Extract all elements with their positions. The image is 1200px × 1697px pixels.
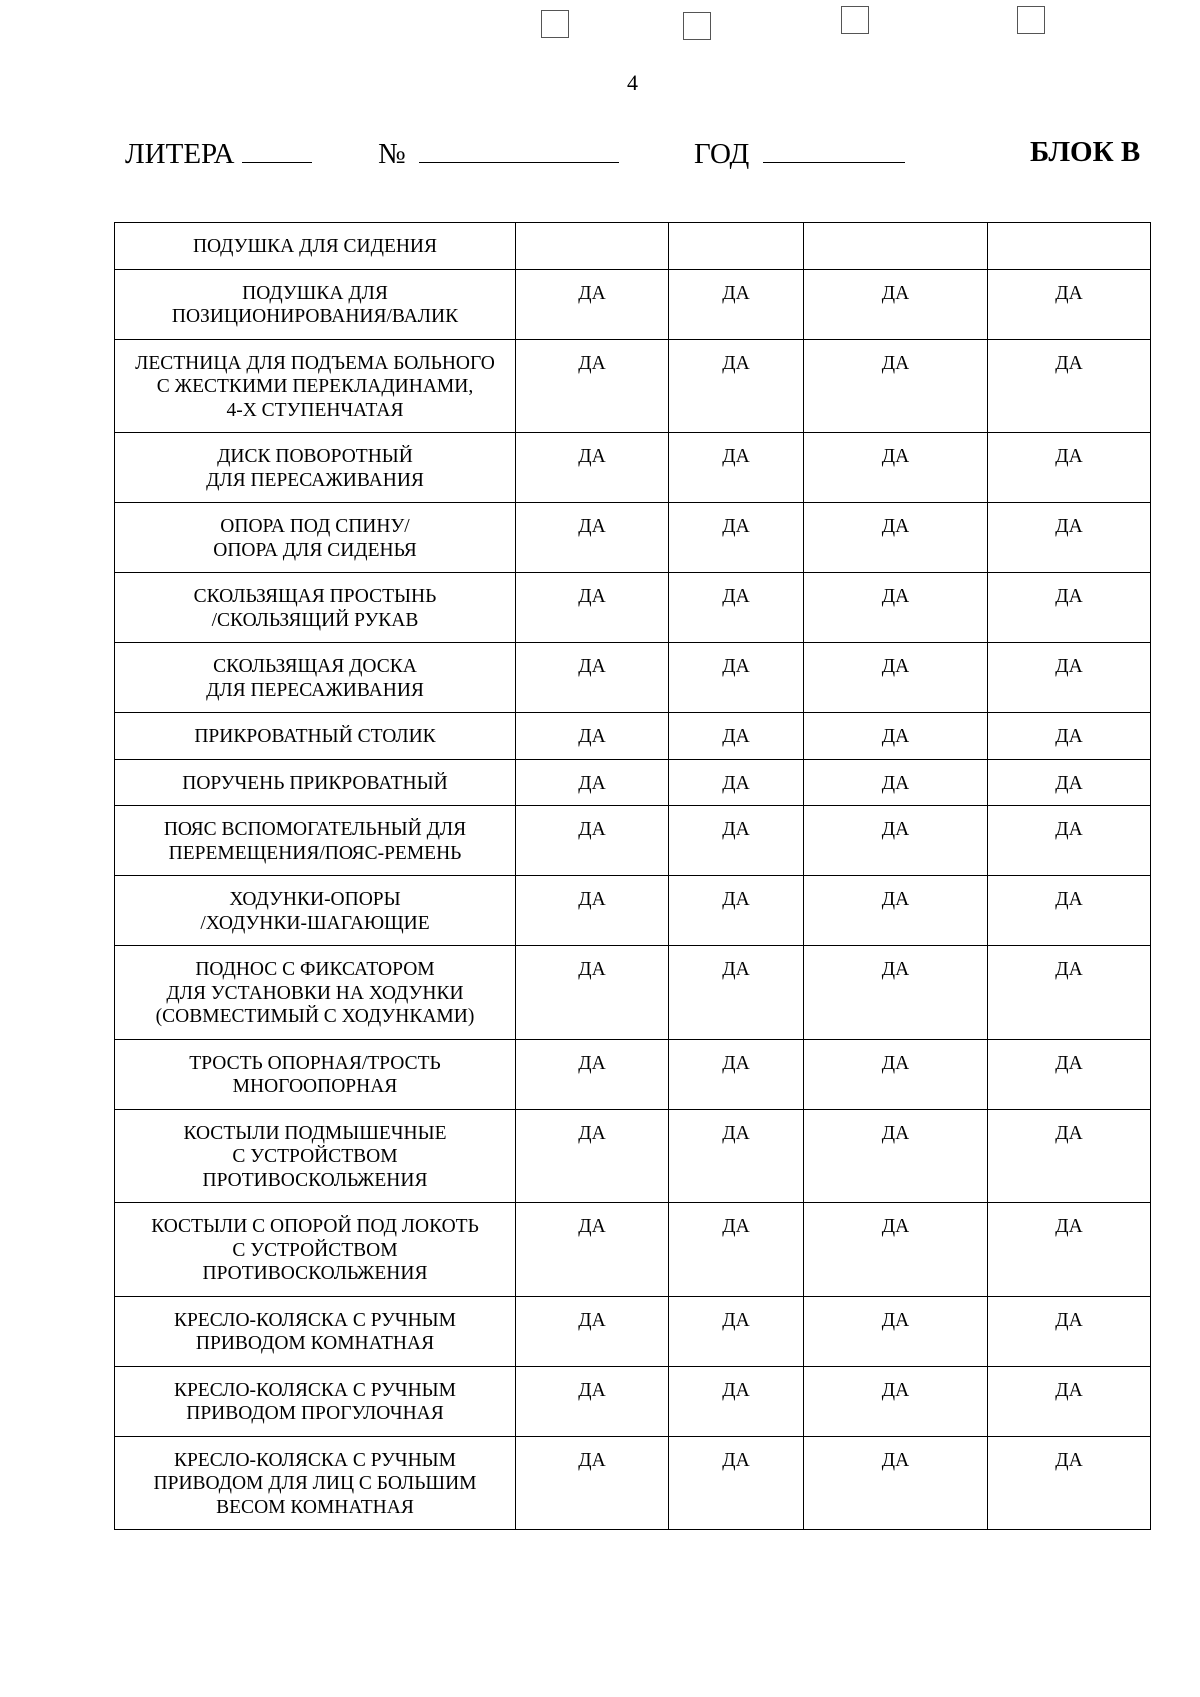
answer-cell-3[interactable]: ДА bbox=[804, 339, 988, 433]
number-field bbox=[378, 136, 619, 171]
table-row bbox=[115, 1296, 1151, 1366]
item-name-cell: ОПОРА ПОД СПИНУ/ ОПОРА ДЛЯ СИДЕНЬЯ bbox=[115, 503, 516, 573]
answer-cell-2[interactable]: ДА bbox=[669, 1436, 804, 1530]
item-name-cell: ХОДУНКИ-ОПОРЫ /ХОДУНКИ-ШАГАЮЩИЕ bbox=[115, 876, 516, 946]
answer-cell-4[interactable]: ДА bbox=[988, 503, 1151, 573]
answer-cell-2[interactable]: ДА bbox=[669, 433, 804, 503]
answer-cell-4[interactable]: ДА bbox=[988, 1366, 1151, 1436]
table-row bbox=[115, 1436, 1151, 1530]
item-name-cell: КРЕСЛО-КОЛЯСКА С РУЧНЫМ ПРИВОДОМ КОМНАТНАЯ bbox=[115, 1296, 516, 1366]
item-name-cell: ПРИКРОВАТНЫЙ СТОЛИК bbox=[115, 713, 516, 760]
answer-cell-3[interactable]: ДА bbox=[804, 759, 988, 806]
answer-cell-1[interactable]: ДА bbox=[516, 1296, 669, 1366]
table-row bbox=[115, 876, 1151, 946]
answer-cell-4[interactable]: ДА bbox=[988, 1203, 1151, 1297]
item-name-cell: ДИСК ПОВОРОТНЫЙ ДЛЯ ПЕРЕСАЖИВАНИЯ bbox=[115, 433, 516, 503]
answer-cell-4[interactable]: ДА bbox=[988, 713, 1151, 760]
litera-blank[interactable] bbox=[242, 136, 312, 163]
answer-cell-4[interactable]: ДА bbox=[988, 806, 1151, 876]
answer-cell-3[interactable]: ДА bbox=[804, 269, 988, 339]
block-label: БЛОК В bbox=[1030, 136, 1141, 168]
number-blank[interactable] bbox=[419, 136, 619, 163]
table-row bbox=[115, 573, 1151, 643]
answer-cell-2[interactable]: ДА bbox=[669, 806, 804, 876]
answer-cell-3[interactable]: ДА bbox=[804, 1039, 988, 1109]
answer-cell-1[interactable]: ДА bbox=[516, 503, 669, 573]
checkbox-3[interactable] bbox=[841, 6, 869, 34]
item-name-cell: КРЕСЛО-КОЛЯСКА С РУЧНЫМ ПРИВОДОМ ПРОГУЛОЧНАЯ bbox=[115, 1366, 516, 1436]
answer-cell-1[interactable]: ДА bbox=[516, 1039, 669, 1109]
answer-cell-3[interactable]: ДА bbox=[804, 643, 988, 713]
table-row bbox=[115, 713, 1151, 760]
table-row bbox=[115, 759, 1151, 806]
answer-cell-1[interactable]: ДА bbox=[516, 946, 669, 1040]
answer-cell-2[interactable]: ДА bbox=[669, 759, 804, 806]
checkbox-2[interactable] bbox=[683, 12, 711, 40]
answer-cell-4[interactable]: ДА bbox=[988, 269, 1151, 339]
answer-cell-2[interactable]: ДА bbox=[669, 269, 804, 339]
answer-cell-1[interactable]: ДА bbox=[516, 806, 669, 876]
table-row bbox=[115, 339, 1151, 433]
answer-cell-1[interactable]: ДА bbox=[516, 643, 669, 713]
answer-cell-3[interactable]: ДА bbox=[804, 806, 988, 876]
table-row bbox=[115, 806, 1151, 876]
answer-cell-1[interactable]: ДА bbox=[516, 1109, 669, 1203]
answer-cell-3[interactable]: ДА bbox=[804, 573, 988, 643]
item-name-cell: ТРОСТЬ ОПОРНАЯ/ТРОСТЬ МНОГООПОРНАЯ bbox=[115, 1039, 516, 1109]
litera-label: ЛИТЕРА bbox=[125, 138, 235, 170]
answer-cell-2[interactable]: ДА bbox=[669, 946, 804, 1040]
table-row bbox=[115, 1039, 1151, 1109]
table-row bbox=[115, 1203, 1151, 1297]
answer-cell-2[interactable]: ДА bbox=[669, 573, 804, 643]
answer-cell-4[interactable]: ДА bbox=[988, 1109, 1151, 1203]
answer-cell-2[interactable]: ДА bbox=[669, 1203, 804, 1297]
answer-cell-4[interactable]: ДА bbox=[988, 573, 1151, 643]
litera-field bbox=[125, 136, 312, 171]
year-label: ГОД bbox=[694, 138, 750, 170]
item-name-cell: КОСТЫЛИ ПОДМЫШЕЧНЫЕ С УСТРОЙСТВОМ ПРОТИВОСКОЛЬЖЕНИЯ bbox=[115, 1109, 516, 1203]
table-row bbox=[115, 503, 1151, 573]
answer-cell-2[interactable]: ДА bbox=[669, 876, 804, 946]
table-row bbox=[115, 643, 1151, 713]
number-label: № bbox=[378, 138, 406, 170]
equipment-table bbox=[114, 222, 1151, 1530]
item-name-cell: КРЕСЛО-КОЛЯСКА С РУЧНЫМ ПРИВОДОМ ДЛЯ ЛИЦ С БОЛЬШИМ ВЕСОМ КОМНАТНАЯ bbox=[115, 1436, 516, 1530]
answer-cell-3[interactable]: ДА bbox=[804, 1366, 988, 1436]
answer-cell-4[interactable]: ДА bbox=[988, 1436, 1151, 1530]
answer-cell-1[interactable]: ДА bbox=[516, 1203, 669, 1297]
answer-cell-1[interactable]: ДА bbox=[516, 1366, 669, 1436]
answer-cell-1[interactable]: ДА bbox=[516, 759, 669, 806]
item-name-cell: КОСТЫЛИ С ОПОРОЙ ПОД ЛОКОТЬ С УСТРОЙСТВОМ ПРОТИВОСКОЛЬЖЕНИЯ bbox=[115, 1203, 516, 1297]
answer-cell-3[interactable]: ДА bbox=[804, 876, 988, 946]
answer-cell-3[interactable]: ДА bbox=[804, 433, 988, 503]
answer-cell-4[interactable]: ДА bbox=[988, 1039, 1151, 1109]
page-number: 4 bbox=[627, 70, 638, 95]
answer-cell-1[interactable]: ДА bbox=[516, 339, 669, 433]
answer-cell-1[interactable]: ДА bbox=[516, 433, 669, 503]
table-row bbox=[115, 946, 1151, 1040]
answer-cell-3[interactable]: ДА bbox=[804, 713, 988, 760]
answer-cell-2[interactable]: ДА bbox=[669, 503, 804, 573]
item-name-cell: ПОЯС ВСПОМОГАТЕЛЬНЫЙ ДЛЯ ПЕРЕМЕЩЕНИЯ/ПОЯС-РЕМЕНЬ bbox=[115, 806, 516, 876]
answer-cell-1[interactable]: ДА bbox=[516, 876, 669, 946]
answer-cell-4[interactable] bbox=[988, 223, 1151, 270]
answer-cell-4[interactable]: ДА bbox=[988, 433, 1151, 503]
answer-cell-1[interactable]: ДА bbox=[516, 1436, 669, 1530]
answer-cell-3[interactable]: ДА bbox=[804, 1109, 988, 1203]
answer-cell-3[interactable]: ДА bbox=[804, 1203, 988, 1297]
answer-cell-1[interactable]: ДА bbox=[516, 269, 669, 339]
answer-cell-2[interactable] bbox=[669, 223, 804, 270]
item-name-cell: ПОДНОС С ФИКСАТОРОМ ДЛЯ УСТАНОВКИ НА ХОДУНКИ (СОВМЕСТИМЫЙ С ХОДУНКАМИ) bbox=[115, 946, 516, 1040]
table-row bbox=[115, 1109, 1151, 1203]
answer-cell-2[interactable]: ДА bbox=[669, 1039, 804, 1109]
answer-cell-4[interactable]: ДА bbox=[988, 1296, 1151, 1366]
answer-cell-4[interactable]: ДА bbox=[988, 339, 1151, 433]
answer-cell-4[interactable]: ДА bbox=[988, 759, 1151, 806]
item-name-cell: СКОЛЬЗЯЩАЯ ПРОСТЫНЬ /СКОЛЬЗЯЩИЙ РУКАВ bbox=[115, 573, 516, 643]
answer-cell-1[interactable]: ДА bbox=[516, 713, 669, 760]
answer-cell-1[interactable]: ДА bbox=[516, 573, 669, 643]
answer-cell-2[interactable]: ДА bbox=[669, 1109, 804, 1203]
answer-cell-4[interactable]: ДА bbox=[988, 876, 1151, 946]
answer-cell-4[interactable]: ДА bbox=[988, 946, 1151, 1040]
table-row bbox=[115, 1366, 1151, 1436]
answer-cell-3[interactable]: ДА bbox=[804, 946, 988, 1040]
table-row bbox=[115, 223, 1151, 270]
answer-cell-4[interactable]: ДА bbox=[988, 643, 1151, 713]
table-row bbox=[115, 269, 1151, 339]
checkbox-4[interactable] bbox=[1017, 6, 1045, 34]
answer-cell-1[interactable] bbox=[516, 223, 669, 270]
year-blank[interactable] bbox=[763, 136, 905, 163]
answer-cell-2[interactable]: ДА bbox=[669, 713, 804, 760]
item-name-cell: ПОДУШКА ДЛЯ СИДЕНИЯ bbox=[115, 223, 516, 270]
answer-cell-2[interactable]: ДА bbox=[669, 1296, 804, 1366]
answer-cell-2[interactable]: ДА bbox=[669, 339, 804, 433]
checkbox-1[interactable] bbox=[541, 10, 569, 38]
item-name-cell: ПОДУШКА ДЛЯ ПОЗИЦИОНИРОВАНИЯ/ВАЛИК bbox=[115, 269, 516, 339]
answer-cell-2[interactable]: ДА bbox=[669, 1366, 804, 1436]
item-name-cell: ПОРУЧЕНЬ ПРИКРОВАТНЫЙ bbox=[115, 759, 516, 806]
item-name-cell: СКОЛЬЗЯЩАЯ ДОСКА ДЛЯ ПЕРЕСАЖИВАНИЯ bbox=[115, 643, 516, 713]
item-name-cell: ЛЕСТНИЦА ДЛЯ ПОДЪЕМА БОЛЬНОГО С ЖЕСТКИМИ ПЕРЕКЛАДИНАМИ, 4-Х СТУПЕНЧАТАЯ bbox=[115, 339, 516, 433]
table-row bbox=[115, 433, 1151, 503]
answer-cell-3[interactable]: ДА bbox=[804, 1436, 988, 1530]
year-field bbox=[694, 136, 905, 171]
answer-cell-3[interactable]: ДА bbox=[804, 503, 988, 573]
answer-cell-3[interactable]: ДА bbox=[804, 1296, 988, 1366]
answer-cell-2[interactable]: ДА bbox=[669, 643, 804, 713]
answer-cell-3[interactable] bbox=[804, 223, 988, 270]
